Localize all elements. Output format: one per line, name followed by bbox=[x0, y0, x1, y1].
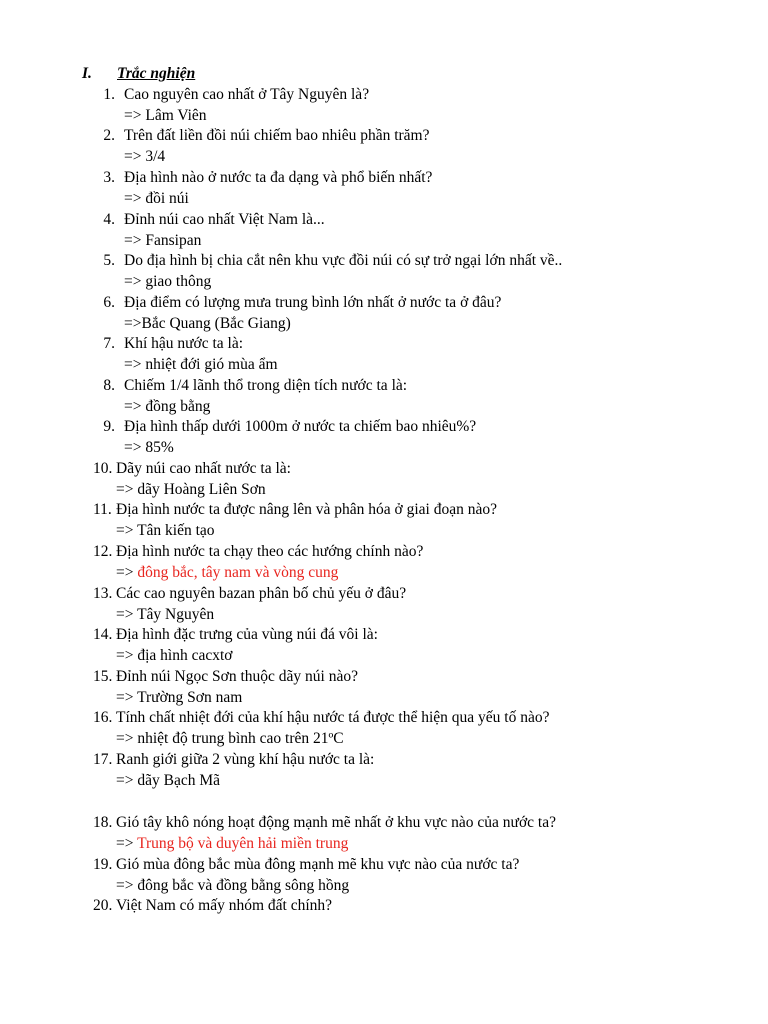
answer-text: đông bắc, tây nam và vòng cung bbox=[137, 564, 339, 581]
answer-text: đồi núi bbox=[145, 190, 189, 207]
question-number: 12. bbox=[93, 543, 113, 560]
question-number: 9. bbox=[103, 418, 115, 435]
answer-line bbox=[124, 355, 278, 375]
answer-line bbox=[124, 397, 210, 417]
question-number: 5. bbox=[103, 252, 115, 269]
answer-arrow: => bbox=[124, 356, 146, 373]
question-number: 15. bbox=[93, 668, 113, 685]
question-number: 13. bbox=[93, 585, 113, 602]
question-text: Việt Nam có mấy nhóm đất chính? bbox=[116, 897, 333, 914]
question-number: 11. bbox=[93, 501, 112, 518]
answer-arrow: => bbox=[124, 190, 146, 207]
answer-text: giao thông bbox=[145, 273, 212, 290]
question-number: 3. bbox=[103, 169, 115, 186]
question-text: Khí hậu nước ta là: bbox=[124, 335, 244, 352]
question-number: 4. bbox=[103, 211, 115, 228]
answer-line bbox=[124, 438, 174, 458]
answer-text: 85% bbox=[145, 439, 174, 456]
answer-arrow: => bbox=[116, 522, 138, 539]
answer-line bbox=[116, 563, 338, 583]
question-text: Địa hình đặc trưng của vùng núi đá vôi là: bbox=[116, 626, 378, 643]
answer-arrow: => bbox=[124, 273, 146, 290]
answer-line bbox=[116, 646, 233, 666]
question-text: Do địa hình bị chia cắt nên khu vực đồi núi có sự trở ngại lớn nhất về.. bbox=[124, 252, 563, 269]
question-text: Đỉnh núi cao nhất Việt Nam là... bbox=[124, 211, 325, 228]
answer-line bbox=[116, 729, 344, 749]
question-number: 1. bbox=[103, 86, 115, 103]
question-text: Địa hình thấp dưới 1000m ở nước ta chiếm bao nhiêu%? bbox=[124, 418, 477, 435]
question-text: Ranh giới giữa 2 vùng khí hậu nước ta là: bbox=[116, 751, 375, 768]
answer-arrow: => bbox=[116, 772, 138, 789]
answer-text: dãy Hoàng Liên Sơn bbox=[137, 481, 266, 498]
answer-line bbox=[116, 876, 349, 896]
question-number: 8. bbox=[103, 377, 115, 394]
question-text: Địa hình nước ta chạy theo các hướng chính nào? bbox=[116, 543, 424, 560]
question-text: Đỉnh núi Ngọc Sơn thuộc dãy núi nào? bbox=[116, 668, 358, 685]
question-number: 16. bbox=[93, 709, 113, 726]
answer-arrow: => bbox=[124, 232, 146, 249]
answer-text: Bắc Quang (Bắc Giang) bbox=[141, 315, 291, 332]
answer-line bbox=[124, 147, 165, 167]
answer-line bbox=[124, 272, 211, 292]
answer-arrow: => bbox=[116, 730, 138, 747]
answer-text: nhiệt độ trung bình cao trên 21ºC bbox=[137, 730, 344, 747]
section-heading bbox=[82, 64, 195, 84]
answer-line bbox=[116, 834, 348, 854]
answer-arrow: => bbox=[124, 439, 146, 456]
answer-arrow: => bbox=[124, 148, 146, 165]
question-text: Địa điểm có lượng mưa trung bình lớn nhất ở nước ta ở đâu? bbox=[124, 294, 502, 311]
answer-text: 3/4 bbox=[145, 148, 166, 165]
answer-text: địa hình cacxtơ bbox=[137, 647, 233, 664]
answer-arrow: => bbox=[116, 877, 138, 894]
answer-line bbox=[116, 771, 220, 791]
answer-text: nhiệt đới gió mùa ẩm bbox=[145, 356, 278, 373]
question-text: Gió mùa đông bắc mùa đông mạnh mẽ khu vực nào của nước ta? bbox=[116, 856, 520, 873]
answer-line bbox=[124, 231, 201, 251]
answer-text: Fansipan bbox=[145, 232, 202, 249]
answer-arrow: => bbox=[124, 315, 142, 332]
answer-arrow: => bbox=[124, 398, 146, 415]
answer-line bbox=[116, 688, 242, 708]
question-text: Gió tây khô nóng hoạt động mạnh mẽ nhất ở khu vực nào của nước ta? bbox=[116, 814, 556, 831]
question-number: 14. bbox=[93, 626, 113, 643]
answer-text: Lâm Viên bbox=[145, 107, 207, 124]
answer-line bbox=[116, 605, 214, 625]
question-number: 18. bbox=[93, 814, 113, 831]
answer-text: dãy Bạch Mã bbox=[137, 772, 220, 789]
answer-line bbox=[124, 314, 291, 334]
answer-text: đông bắc và đồng bằng sông hồng bbox=[137, 877, 350, 894]
answer-text: Tây Nguyên bbox=[137, 606, 215, 623]
answer-text: đồng bằng bbox=[145, 398, 211, 415]
answer-text: Trường Sơn nam bbox=[137, 689, 243, 706]
question-text: Các cao nguyên bazan phân bố chủ yếu ở đâu? bbox=[116, 585, 407, 602]
answer-arrow: => bbox=[116, 606, 138, 623]
question-text: Tính chất nhiệt đới của khí hậu nước tá được thể hiện qua yếu tố nào? bbox=[116, 709, 550, 726]
question-number: 10. bbox=[93, 460, 113, 477]
answer-line bbox=[116, 521, 215, 541]
answer-text: Tân kiến tạo bbox=[137, 522, 215, 539]
question-text: Trên đất liền đồi núi chiếm bao nhiêu phần trăm? bbox=[124, 127, 430, 144]
answer-text: Trung bộ và duyên hải miền trung bbox=[137, 835, 349, 852]
question-text: Dãy núi cao nhất nước ta là: bbox=[116, 460, 291, 477]
question-text: Chiếm 1/4 lãnh thổ trong diện tích nước ta là: bbox=[124, 377, 408, 394]
question-text: Địa hình nước ta được nâng lên và phân hóa ở giai đoạn nào? bbox=[116, 501, 497, 518]
section-numeral: I. bbox=[82, 65, 92, 82]
question-number: 2. bbox=[103, 127, 115, 144]
question-text: Địa hình nào ở nước ta đa dạng và phổ biến nhất? bbox=[124, 169, 433, 186]
question-number: 7. bbox=[103, 335, 115, 352]
question-number: 6. bbox=[103, 294, 115, 311]
question-text: Cao nguyên cao nhất ở Tây Nguyên là? bbox=[124, 86, 370, 103]
answer-arrow: => bbox=[116, 647, 138, 664]
answer-line bbox=[124, 189, 189, 209]
question-number: 20. bbox=[93, 897, 113, 914]
question-number: 19. bbox=[93, 856, 113, 873]
answer-arrow: => bbox=[124, 107, 146, 124]
answer-arrow: => bbox=[116, 689, 138, 706]
section-title: Trắc nghiện bbox=[117, 65, 196, 82]
answer-arrow: => bbox=[116, 564, 138, 581]
question-number: 17. bbox=[93, 751, 113, 768]
answer-line bbox=[124, 106, 207, 126]
answer-line bbox=[116, 480, 266, 500]
answer-arrow: => bbox=[116, 835, 138, 852]
answer-arrow: => bbox=[116, 481, 138, 498]
